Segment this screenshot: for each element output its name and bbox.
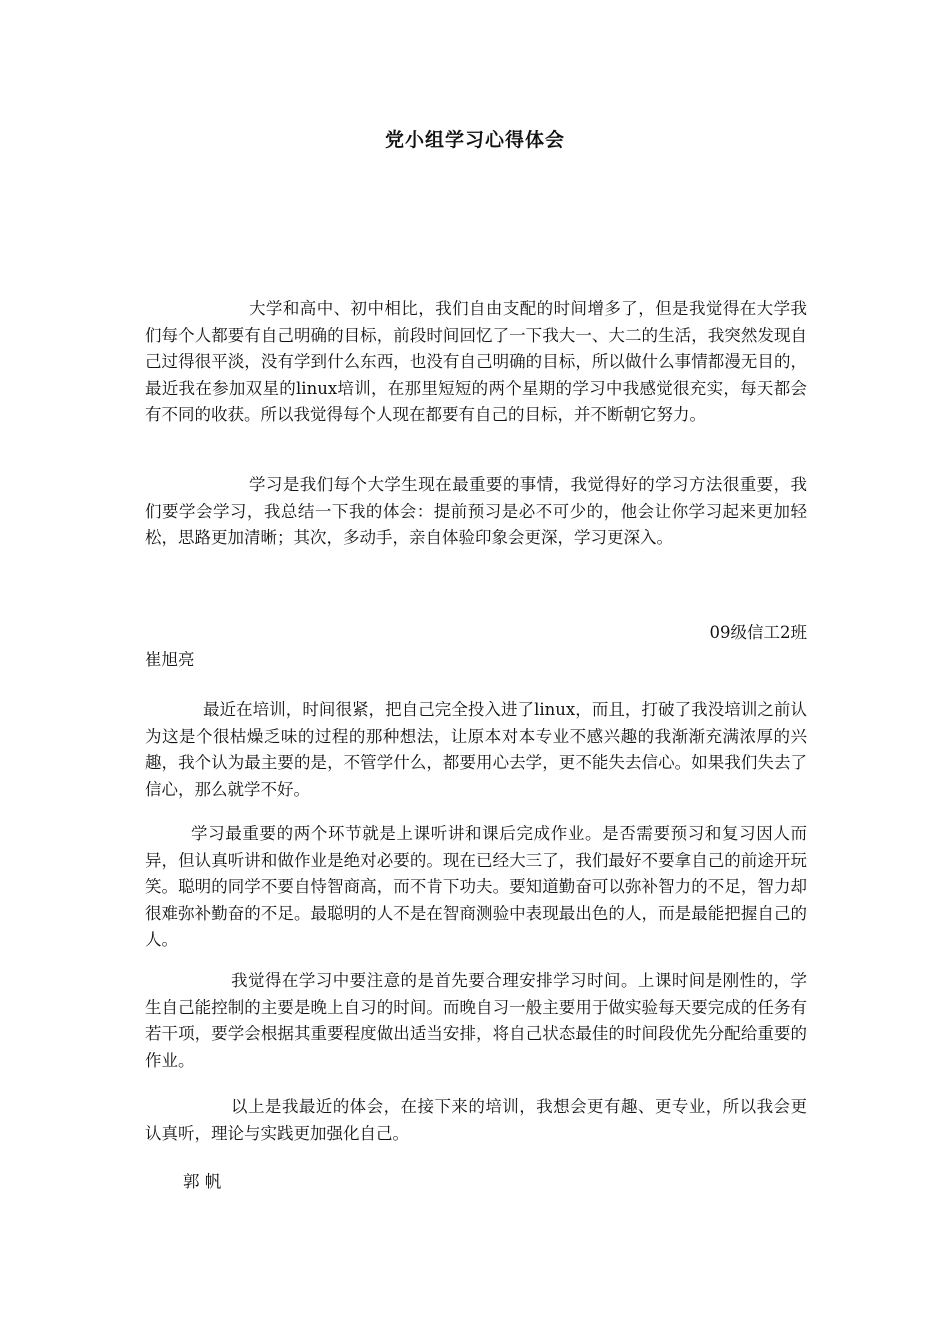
author-name-2: 郭 帆 — [183, 1172, 222, 1191]
document-title: 党小组学习心得体会 — [384, 129, 565, 151]
paragraph-2: 学习是我们每个大学生现在最重要的事情，我觉得好的学习方法很重要，我们要学会学习，我总结一下我的体会：提前预习是必不可少的，他会让你学习起来更加轻松，思路更加清晰；其次，多动手，亲自体验印象会更深，学习更深入。 — [145, 475, 807, 547]
author-name-1: 崔旭亮 — [145, 650, 195, 669]
paragraph-4: 学习最重要的两个环节就是上课听讲和课后完成作业。是否需要预习和复习因人而异，但认真听讲和做作业是绝对必要的。现在已经大三了，我们最好不要拿自己的前途开玩笑。聪明的同学不要自恃智商高，而不肯下功夫。要知道勤奋可以弥补智力的不足，智力却很难弥补勤奋的不足。最聪明的人不是在智商测验中表现最出色的人，而是最能把握自己的人。 — [145, 824, 807, 949]
paragraph-6: 以上是我最近的体会，在接下来的培训，我想会更有趣、更专业，所以我会更认真听，理论与实践更加强化自己。 — [145, 1097, 807, 1143]
class-label: 09级信工2班 — [709, 623, 807, 642]
paragraph-3: 最近在培训，时间很紧，把自己完全投入进了linux，而且，打破了我没培训之前认为这是个很枯燥乏味的过程的那种想法，让原本对本专业不感兴趣的我渐渐充满浓厚的兴趣，我个认为最主要的是，不管学什么，都要用心去学，更不能失去信心。如果我们失去了信心，那么就学不好。 — [145, 700, 807, 799]
paragraph-1: 大学和高中、初中相比，我们自由支配的时间增多了，但是我觉得在大学我们每个人都要有自己明确的目标，前段时间回忆了一下我大一、大二的生活，我突然发现自己过得很平淡，没有学到什么东西，也没有自己明确的目标，所以做什么事情都漫无目的，最近我在参加双星的linux培训，在那里短短的两个星期的学习中我感觉很充实，每天都会有不同的收获。所以我觉得每个人现在都要有自己的目标，并不断朝它努力。 — [145, 299, 807, 424]
paragraph-5: 我觉得在学习中要注意的是首先要合理安排学习时间。上课时间是刚性的，学生自己能控制的主要是晚上自习的时间。而晚自习一般主要用于做实验每天要完成的任务有若干项，要学会根据其重要程度做出适当安排，将自己状态最佳的时间段优先分配给重要的作业。 — [145, 971, 807, 1070]
